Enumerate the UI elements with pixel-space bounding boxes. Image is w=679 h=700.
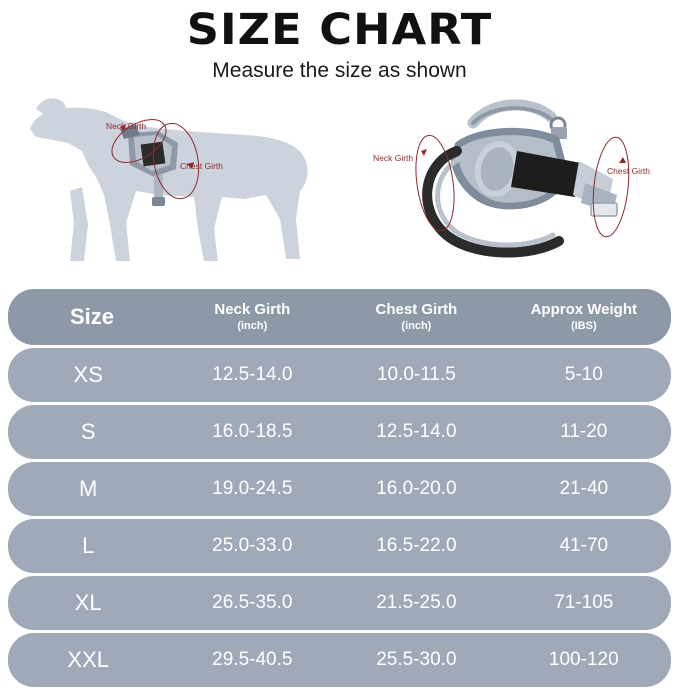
chest-girth-label-right: Chest Girth (607, 166, 650, 177)
table-row (8, 348, 671, 402)
cell-size: XS (73, 362, 103, 387)
cell-neck: 12.5-14.0 (212, 364, 293, 385)
cell-size: L (82, 533, 95, 558)
illustrations (0, 91, 679, 281)
table-row (8, 405, 671, 459)
cell-weight: 11-20 (560, 421, 608, 442)
header-approx-weight (497, 301, 671, 334)
cell-chest: 12.5-14.0 (376, 421, 457, 442)
header-approx-weight-text: Approx Weight (530, 300, 637, 318)
cell-chest: 16.5-22.0 (376, 535, 457, 556)
cell-chest: 10.0-11.5 (376, 364, 456, 385)
header-size: Size (70, 304, 115, 330)
page-title: SIZE CHART (186, 5, 493, 55)
table-row (8, 519, 671, 573)
neck-girth-label-left: Neck Girth (106, 121, 147, 132)
table-row (8, 633, 671, 687)
dog-harness-diagram-icon (8, 91, 338, 281)
harness-product-icon (345, 91, 675, 281)
cell-weight: 100-120 (548, 649, 619, 670)
table-row (8, 576, 671, 630)
cell-neck: 19.0-24.5 (212, 478, 293, 499)
neck-girth-label-right: Neck Girth (373, 153, 414, 164)
cell-chest: 16.0-20.0 (376, 478, 457, 499)
cell-neck: 29.5-40.5 (212, 649, 293, 670)
cell-chest: 25.5-30.0 (376, 649, 457, 670)
cell-size: M (79, 476, 98, 501)
header-neck-girth-text: Neck Girth (214, 300, 291, 318)
harness-product-illustration (345, 91, 675, 281)
cell-neck: 16.0-18.5 (212, 421, 293, 442)
header-approx-weight-unit: (IBS) (570, 319, 597, 332)
table-header-row (8, 289, 671, 345)
header-neck-girth (168, 301, 336, 334)
header-neck-girth-unit: (inch) (237, 319, 268, 332)
cell-size: XL (74, 590, 102, 615)
table-row (8, 462, 671, 516)
chest-girth-label-left: Chest Girth (180, 161, 223, 172)
header (0, 0, 679, 83)
page-subtitle: Measure the size as shown (212, 59, 467, 83)
cell-weight: 71-105 (554, 592, 614, 613)
cell-neck: 26.5-35.0 (212, 592, 293, 613)
header-chest-girth (336, 301, 496, 334)
header-chest-girth-text: Chest Girth (375, 300, 458, 318)
dog-silhouette-illustration (8, 91, 338, 281)
cell-weight: 41-70 (559, 535, 609, 556)
cell-size: XXL (67, 647, 110, 672)
cell-weight: 5-10 (564, 364, 603, 385)
size-table (8, 289, 671, 690)
cell-weight: 21-40 (559, 478, 609, 499)
cell-chest: 21.5-25.0 (376, 592, 457, 613)
cell-neck: 25.0-33.0 (212, 535, 293, 556)
header-chest-girth-unit: (inch) (401, 319, 432, 332)
cell-size: S (80, 419, 96, 444)
